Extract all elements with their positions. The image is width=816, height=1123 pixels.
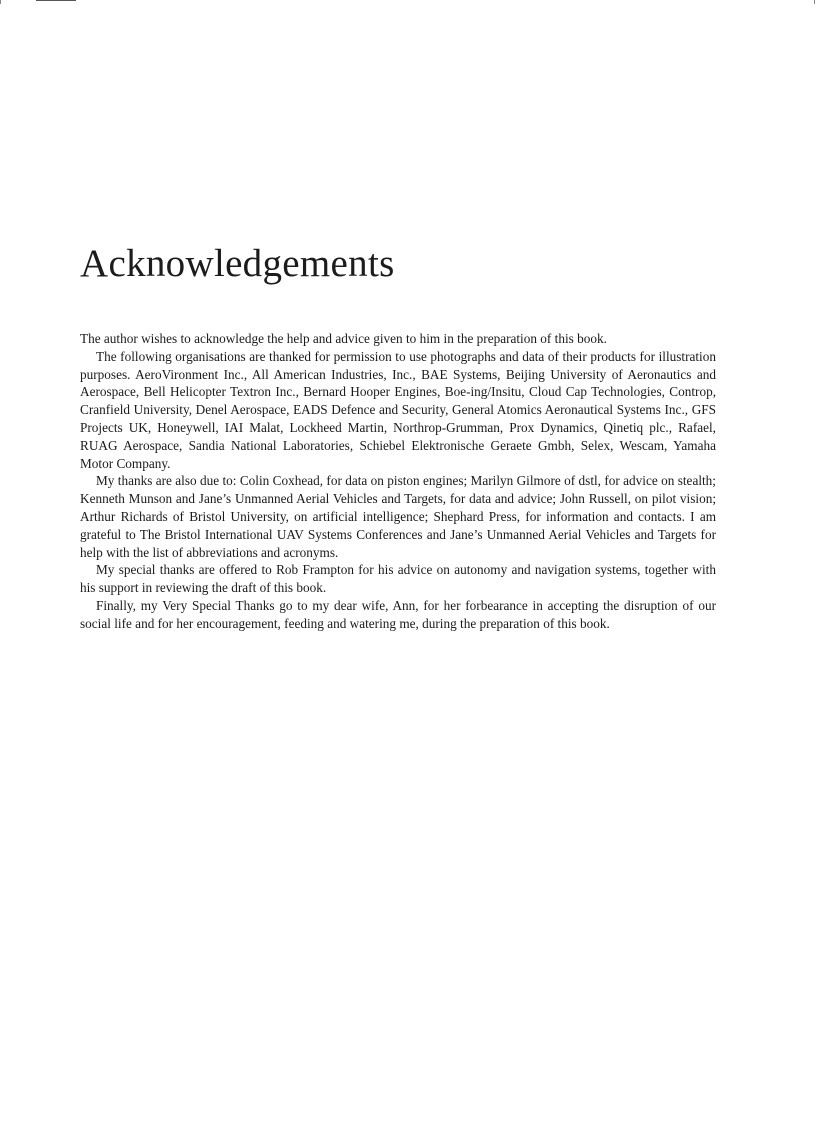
acknowledgements-body bbox=[80, 330, 716, 633]
page-title: Acknowledgements bbox=[80, 242, 395, 285]
crop-mark-right bbox=[814, 0, 815, 4]
crop-mark-rule bbox=[36, 0, 76, 1]
paragraph-individual-thanks: My thanks are also due to: Colin Coxhead, for data on piston engines; Marilyn Gilmore of dstl, for advice on stealth; Kenneth Munson and Jane’s Unmanned Aerial Vehicles and Targets, for data and advice; John Russell, on pilot vision; Arthur Richards of Bristol University, on artificial intelligence; Shephard Press, for information and contacts. I am grateful to The Bristol International UAV Systems Conferences and Jane’s Unmanned Aerial Vehicles and Targets for help with the list of abbreviations and acronyms. bbox=[80, 473, 716, 560]
crop-mark-left bbox=[0, 0, 1, 4]
paragraph-special-thanks: My special thanks are offered to Rob Frampton for his advice on autonomy and navigation systems, together with his support in reviewing the draft of this book. bbox=[80, 562, 716, 596]
paragraph-organisations: The following organisations are thanked for permission to use photographs and data of their products for illustration purposes. AeroVironment Inc., All American Industries, Inc., BAE Systems, Beijing University of Aeronautics and Aerospace, Bell Helicopter Textron Inc., Bernard Hooper Engines, Boe-ing/Insitu, Cloud Cap Technologies, Controp, Cranfield University, Denel Aerospace, EADS Defence and Security, General Atomics Aeronautical Systems Inc., GFS Projects UK, Honeywell, IAI Malat, Lockheed Martin, Northrop-Grumman, Prox Dynamics, Qinetiq plc., Rafael, RUAG Aerospace, Sandia National Laboratories, Schiebel Elektronische Geraete Gmbh, Selex, Wescam, Yamaha Motor Company. bbox=[80, 348, 716, 471]
paragraph-final-thanks: Finally, my Very Special Thanks go to my dear wife, Ann, for her forbearance in accepting the disruption of our social life and for her encouragement, feeding and watering me, during the preparation of this book. bbox=[80, 597, 716, 631]
paragraph-intro: The author wishes to acknowledge the help and advice given to him in the preparation of this book. bbox=[80, 331, 607, 346]
